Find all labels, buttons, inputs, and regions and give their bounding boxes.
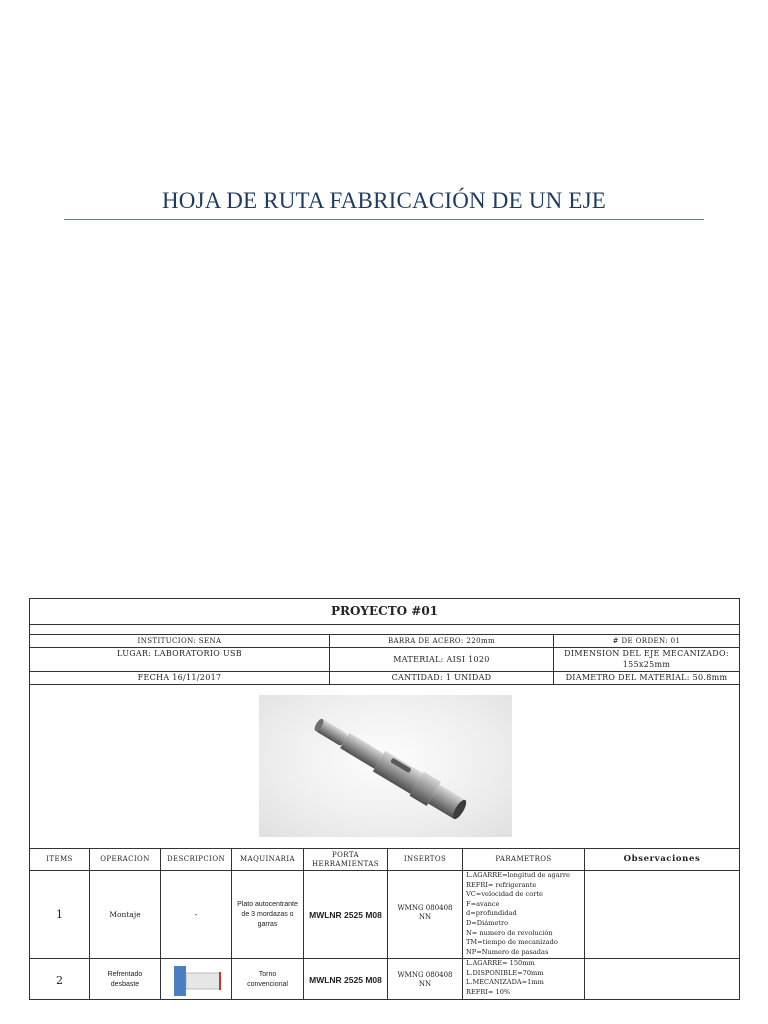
diametro-cell: DIAMETRO DEL MATERIAL: 50.8mm	[565, 673, 728, 682]
col-porta: PORTA HERRAMIENTAS	[304, 849, 388, 870]
observations	[585, 871, 739, 958]
operation-description: -	[161, 871, 232, 958]
info-row-3	[30, 672, 739, 685]
parameters	[463, 871, 585, 958]
dimension-cell: DIMENSION DEL EJE MECANIZADO: 155x25mm	[564, 649, 729, 669]
institucion-cell: INSTITUCION: SENA	[30, 635, 330, 647]
orden-cell: # DE ORDEN: 01	[612, 637, 681, 645]
insert-code: WMNG 080408 NN	[388, 871, 463, 958]
cantidad-cell: CANTIDAD: 1 UNIDAD	[330, 672, 554, 684]
operation-description	[161, 959, 232, 1000]
parameter-line: L.DISPONIBLE=70mm	[466, 968, 544, 977]
parameter-line: F=avance	[466, 899, 500, 908]
parameter-line: N= numero de revolución	[466, 928, 553, 937]
col-insertos: INSERTOS	[388, 849, 463, 870]
observations	[585, 959, 739, 1000]
fecha-cell: FECHA 16/11/2017	[30, 672, 330, 684]
title-underline	[64, 219, 704, 220]
col-parametros: PARAMETROS	[463, 849, 585, 870]
part-image-row	[30, 685, 739, 849]
parameter-line: NP=Numero de pasadas	[466, 947, 549, 956]
workpiece-facing-diagram-icon	[166, 962, 226, 998]
tool-holder: MWLNR 2525 M08	[304, 959, 388, 1000]
machinery: Plato autocentrante de 3 mordazas o garras	[232, 871, 304, 958]
barra-cell: BARRA DE ACERO: 220mm	[330, 635, 554, 647]
parameter-line: REFRI= 10%	[466, 987, 511, 996]
col-descripcion: DESCRIPCION	[161, 849, 232, 870]
parameter-line: L.AGARRE= 150mm	[466, 959, 535, 967]
document-title: HOJA DE RUTA FABRICACIÓN DE UN EJE	[161, 188, 607, 213]
parameter-line: d=profundidad	[466, 909, 517, 918]
parameter-line: TM=tiempo de mecanizado	[466, 938, 558, 947]
parameter-line: L.MECANIZADA=1mm	[466, 978, 544, 987]
parameter-line: D=Diámetro	[466, 918, 509, 927]
parameter-line: VC=velocidad de corte	[466, 890, 543, 899]
col-maquinaria: MAQUINARIA	[232, 849, 304, 870]
info-row-2	[30, 648, 739, 672]
route-sheet-table	[29, 598, 740, 1000]
shaft-icon	[259, 695, 512, 837]
blank-row	[30, 625, 739, 635]
item-number: 1	[30, 871, 90, 958]
operation-row	[30, 871, 739, 959]
operations-header	[30, 849, 739, 871]
tool-holder: MWLNR 2525 M08	[304, 871, 388, 958]
parameter-line: L.AGARRE=longitud de agarre	[466, 871, 570, 879]
operation-name: Montaje	[90, 871, 161, 958]
project-header: PROYECTO #01	[30, 599, 739, 625]
col-operacion: OPERACION	[90, 849, 161, 870]
parameters	[463, 959, 585, 1000]
insert-code: WMNG 080408 NN	[388, 959, 463, 1000]
machinery: Torno convencional	[232, 959, 304, 1000]
col-observaciones: Observaciones	[623, 854, 701, 864]
material-cell: MATERIAL: AISI 1020	[330, 648, 554, 671]
item-number: 2	[30, 959, 90, 1000]
shaft-3d-render	[259, 695, 512, 837]
lugar-cell: LUGAR: LABORATORIO USB	[30, 648, 330, 671]
info-row-1	[30, 635, 739, 648]
col-items: ITEMS	[30, 849, 90, 870]
parameter-line: REFRI= refrigerante	[466, 880, 537, 889]
operation-name: Refrentado desbaste	[90, 959, 161, 1000]
operation-row	[30, 959, 739, 1000]
